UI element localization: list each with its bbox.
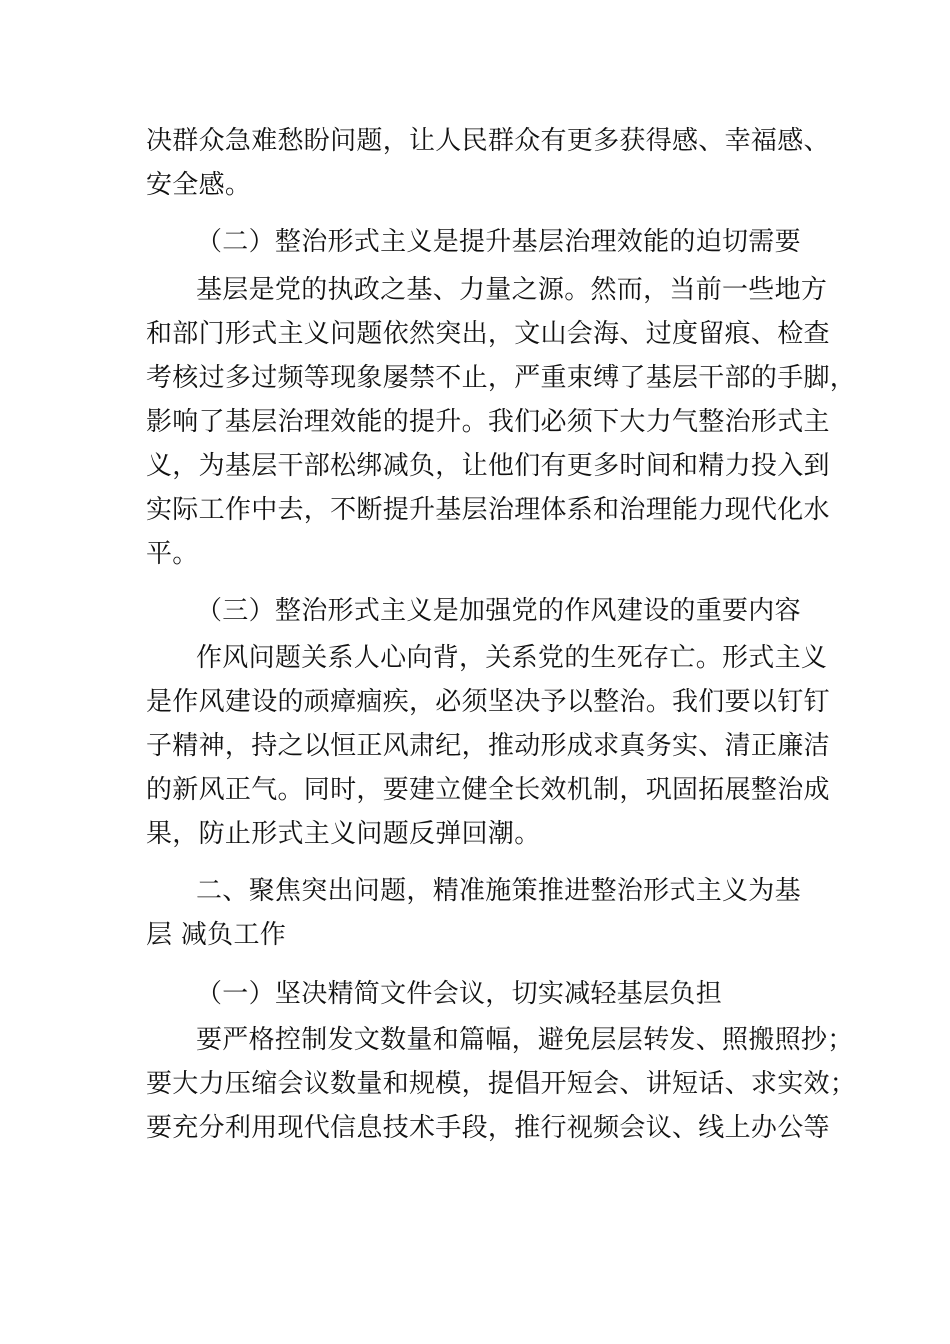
section-heading: 二、聚焦突出问题，精准施策推进整治形式主义为基 <box>196 876 801 906</box>
paragraph-line: 子精神，持之以恒正风肃纪，推动形成求真务实、清正廉洁 <box>146 731 830 761</box>
section-subheading: （二）整治形式主义是提升基层治理效能的迫切需要 <box>196 227 801 257</box>
paragraph-line: 果，防止形式主义问题反弹回潮。 <box>146 819 541 849</box>
paragraph-first-line: 要严格控制发文数量和篇幅，避免层层转发、照搬照抄； <box>196 1025 854 1055</box>
paragraph-continuation-line: 安全感。 <box>146 170 252 200</box>
paragraph-first-line: 基层是党的执政之基、力量之源。然而，当前一些地方 <box>196 275 828 305</box>
paragraph-line: 义，为基层干部松绑减负，让他们有更多时间和精力投入到 <box>146 451 830 481</box>
paragraph-line: 实际工作中去，不断提升基层治理体系和治理能力现代化水 <box>146 495 830 525</box>
paragraph-line: 的新风正气。同时，要建立健全长效机制，巩固拓展整治成 <box>146 775 830 805</box>
paragraph-first-line: 作风问题关系人心向背，关系党的生死存亡。形式主义 <box>196 643 828 673</box>
paragraph-continuation-line: 决群众急难愁盼问题，让人民群众有更多获得感、幸福感、 <box>146 126 830 156</box>
paragraph-line: 和部门形式主义问题依然突出，文山会海、过度留痕、检查 <box>146 319 830 349</box>
paragraph-line: 考核过多过频等现象屡禁不止，严重束缚了基层干部的手脚， <box>146 363 857 393</box>
paragraph-line: 要大力压缩会议数量和规模，提倡开短会、讲短话、求实效； <box>146 1069 857 1099</box>
paragraph-line: 要充分利用现代信息技术手段，推行视频会议、线上办公等 <box>146 1113 830 1143</box>
section-subheading: （一）坚决精简文件会议，切实减轻基层负担 <box>196 979 723 1009</box>
section-heading-continuation: 层 减负工作 <box>146 920 287 950</box>
paragraph-line: 影响了基层治理效能的提升。我们必须下大力气整治形式主 <box>146 407 830 437</box>
paragraph-line: 是作风建设的顽瘴痼疾，必须坚决予以整治。我们要以钉钉 <box>146 687 830 717</box>
section-subheading: （三）整治形式主义是加强党的作风建设的重要内容 <box>196 596 801 626</box>
paragraph-line: 平。 <box>146 539 199 569</box>
